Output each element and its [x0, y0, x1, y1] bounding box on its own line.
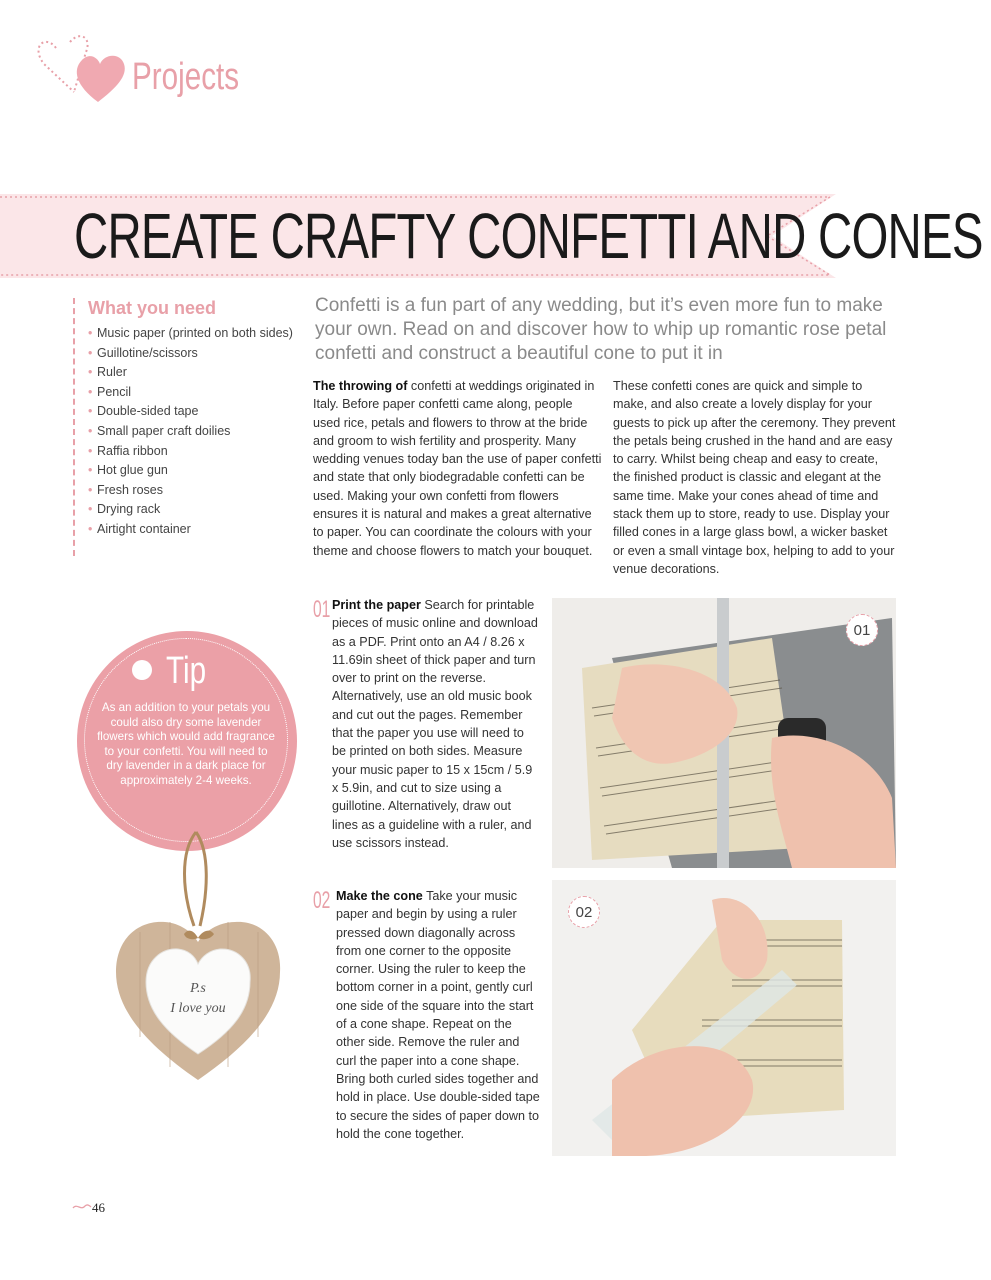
step-1-text [332, 596, 540, 852]
page-number: 46 [92, 1200, 105, 1215]
guillotine-illustration [552, 598, 896, 868]
intro-column-1 [313, 377, 603, 560]
step-number: 02 [313, 887, 331, 914]
list-item: • Guillotine/scissors [88, 345, 303, 362]
list-item: • Ruler [88, 364, 303, 381]
photo-badge: 02 [568, 896, 600, 928]
step-number: 01 [313, 596, 331, 623]
list-item: • Pencil [88, 384, 303, 401]
list-item: • Small paper craft doilies [88, 423, 303, 440]
tip-title: Tip [166, 650, 207, 692]
intro-lead: The throwing of [313, 379, 408, 393]
step-2-text [336, 887, 540, 1143]
what-you-need-box [73, 298, 303, 556]
cone-folding-illustration [552, 880, 896, 1156]
list-item: • Drying rack [88, 501, 303, 518]
standfirst: Confetti is a fun part of any wedding, but it’s even more fun to make your own. Read on and discover how to whip up romantic rose petal confetti and construct a beautiful cone to put it in [315, 295, 887, 364]
heart-line-2: I love you [170, 1001, 226, 1016]
heart-logo-icon [36, 30, 136, 110]
heart-ornament-image [110, 822, 290, 1092]
step-2-photo [552, 880, 896, 1156]
intro-column-2: These confetti cones are quick and simple to make, and also create a lovely display for your guests to pick up after the ceremony. They prevent the petals being crushed in the hand and are easy to carry. Whilst being cheap and easy to create, the finished product is classic and elegant at the same time. Make your cones ahead of time and stack them up to store, ready to use. Display your filled cones in a large glass bowl, a wicker basket or even a small vintage box, helping to add to your venue decorations. [613, 379, 896, 576]
step-heading: Make the cone [336, 889, 423, 903]
list-item: • Raffia ribbon [88, 443, 303, 460]
step-body: Search for printable pieces of music online and download as a PDF. Print onto an A4 / 8.26 x 11.69in sheet of thick paper and turn over to print on the reverse. Alternatively, use an old music book and cut out the pages. Remember that the paper you use will need to be printed on both sides. Measure your music paper to 15 x 15cm / 5.9 x 5.9in, and cut to size using a guillotine. Alternatively, draw out lines as a guideline with a ruler, and use scissors instead. [332, 598, 538, 850]
list-item: • Hot glue gun [88, 462, 303, 479]
intro-column-1-text: confetti at weddings originated in Italy. Before paper confetti came along, people used rice, petals and flowers to throw at the bride and groom to wish fertility and prosperity. Many wedding venues today ban the use of paper confetti and state that only biodegradable confetti can be used. Making your own confetti from flowers ensures it is natural and makes a great alternative to paper. You can coordinate the colours with your theme and choose flowers to match your bouquet. [313, 379, 602, 558]
list-item: • Fresh roses [88, 482, 303, 499]
tip-text: As an addition to your petals you could also dry some lavender flowers which would add fragrance to your confetti. You will need to dry lavender in a dark place for approximately 2-4 weeks. [97, 701, 275, 787]
step-heading: Print the paper [332, 598, 421, 612]
photo-badge: 01 [846, 614, 878, 646]
list-item: • Double-sided tape [88, 403, 303, 420]
page-flourish-icon [72, 1202, 92, 1212]
section-label: Projects [132, 56, 240, 98]
tip-bullet-icon [132, 660, 152, 680]
what-you-need-heading: What you need [88, 298, 217, 318]
list-item: • Airtight container [88, 521, 303, 538]
step-1-photo [552, 598, 896, 868]
page-title: CREATE CRAFTY CONFETTI AND CONES [74, 200, 983, 272]
step-body: Take your music paper and begin by using a ruler pressed down diagonally across from one corner to the opposite corner. Using the ruler to keep the bottom corner in a point, gently curl one side of the square into the start of a cone shape. Repeat on the other side. Remove the ruler and curl the paper into a cone shape. Bring both curled sides together and hold in place. Use double-sided tape to secure the sides of paper down to hold the cone together. [336, 889, 540, 1141]
list-item: • Music paper (printed on both sides) [88, 325, 303, 342]
what-you-need-list [88, 325, 303, 538]
heart-line-1: P.s [190, 981, 206, 996]
